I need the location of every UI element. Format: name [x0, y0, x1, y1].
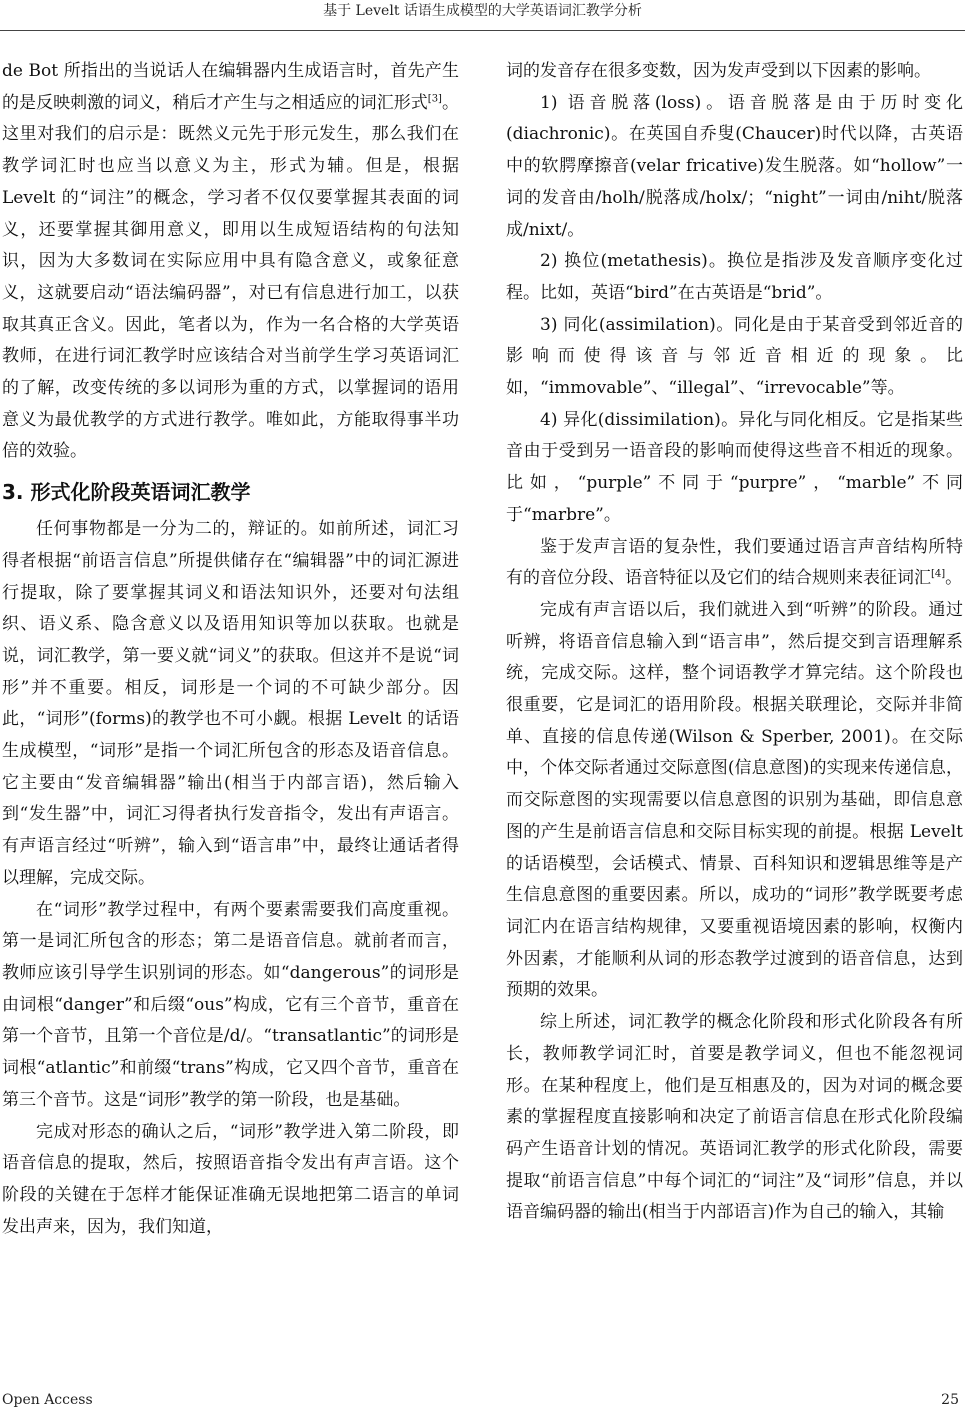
paragraph: 词的发音存在很多变数，因为发声受到以下因素的影响。 [506, 61, 931, 81]
list-item: 2) 换位(metathesis)。换位是指涉及发音顺序变化过程。比如，英语“bird”在古英语是“brid”。 [506, 251, 963, 303]
paragraph: 完成对形态的确认之后，“词形”教学进入第二阶段，即语音信息的提取，然后，按照语音指令发出有声言语。这个阶段的关键在于怎样才能保证准确无误地把第二语言的单词发出声来，因为，我们知道， [2, 1121, 459, 1237]
running-header: 基于 Levelt 话语生成模型的大学英语词汇教学分析 [323, 3, 642, 19]
paragraph-text: de Bot 所指出的当说话人在编辑器内生成语言时，首先产生的是反映刺激的词义，稍后才产生与之相适应的词汇形式 [2, 61, 459, 113]
page-number: 25 [941, 1392, 959, 1408]
paragraph [2, 56, 459, 468]
list-item: 1) 语音脱落(loss)。语音脱落是由于历时变化(diachronic)。在英国自乔叟(Chaucer)时代以降，古英语中的软腭摩擦音(velar fricative)发生脱落。如“hollow”一词的发音由/holh/脱落成/holx/；“night”一词由/niht/脱落成/nixt/。 [506, 92, 963, 240]
header-rule [0, 30, 965, 31]
list-item: 4) 异化(dissimilation)。异化与同化相反。它是指某些音由于受到另一语音段的影响而使得这些音不相近的现象。比如，“purple”不同于“purpre”，“marble”不同于“marbre”。 [506, 409, 963, 525]
paragraph: 完成有声言语以后，我们就进入到“听辨”的阶段。通过听辨，将语音信息输入到“语言串”，然后提交到言语理解系统，完成交际。这样，整个词语教学才算完结。这个阶段也很重要，它是词汇的语用阶段。根据关联理论，交际并非简单、直接的信息传递(Wilson & Sperber, 2001)。在交际中，个体交际者通过交际意图(信息意图)的实现来传递信息，而交际意图的实现需要以信息意图的识别为基础，即信息意图的产生是前语言信息和交际目标实现的前提。根据 Levelt 的话语模型，会话模式、情景、百科知识和逻辑思维等是产生信息意图的重要因素。所以，成功的“词形”教学既要考虑词汇内在语言结构规律，又要重视语境因素的影响，权衡内外因素，才能顺利从词的形态教学过渡到的语音信息，达到预期的效果。 [506, 599, 963, 1001]
citation-ref: [3] [427, 93, 442, 105]
section-heading: 3. 形式化阶段英语词汇教学 [2, 480, 251, 505]
paragraph [506, 532, 963, 595]
footer-open-access: Open Access [2, 1392, 93, 1408]
paragraph: 在“词形”教学过程中，有两个要素需要我们高度重视。第一是词汇所包含的形态；第二是语音信息。就前者而言，教师应该引导学生识别词的形态。如“dangerous”的词形是由词根“danger”和后缀“ous”构成，它有三个音节，重音在第一个音节，且第一个音位是/d/。“transatlantic”的词形是词根“atlantic”和前缀“trans”构成，它又四个音节，重音在第三个音节。这是“词形”教学的第一阶段，也是基础。 [2, 899, 459, 1110]
paragraph-text: 。这里对我们的启示是：既然义元先于形元发生，那么我们在教学词汇时也应当以意义为主，形式为辅。但是，根据 Levelt 的“词注”的概念，学习者不仅仅要掌握其表面的词义，还要掌握其御用意义，即用以生成短语结构的句法知识，因为大多数词在实际应用中具有隐含意义，或象征意义，这就要启动“语法编码器”，对已有信息进行加工，以获取其真正含义。因此，笔者以为，作为一名合格的大学英语教师，在进行词汇教学时应该结合对当前学生学习英语词汇的了解，改变传统的多以词形为重的方式，以掌握词的语用意义为最优教学的方式进行教学。唯如此，方能取得事半功倍的效验。 [2, 92, 459, 462]
paragraph: 综上所述，词汇教学的概念化阶段和形式化阶段各有所长，教师教学词汇时，首要是教学词义，但也不能忽视词形。在某种程度上，他们是互相惠及的，因为对词的概念要素的掌握程度直接影响和决定了前语言信息在形式化阶段编码产生语音计划的情况。英语词汇教学的形式化阶段，需要提取“前语言信息”中每个词汇的“词注”及“词形”信息，并以语音编码器的输出(相当于内部语言)作为自己的输入，其输 [506, 1012, 963, 1223]
right-column [506, 56, 963, 1381]
paragraph: 任何事物都是一分为二的，辩证的。如前所述，词汇习得者根据“前语言信息”所提供储存在“编辑器”中的词汇源进行提取，除了要掌握其词义和语法知识外，还要对句法组织、语义系、隐含意义以及语用知识等加以获取。也就是说，词汇教学，第一要义就“词义”的获取。但这并不是说“词形”并不重要。相反，词形是一个词的不可缺少部分。因此，“词形”(forms)的教学也不可小觑。根据 Levelt 的话语生成模型，“词形”是指一个词汇所包含的形态及语音信息。它主要由“发音编辑器”输出(相当于内部言语)，然后输入到“发生器”中，词汇习得者执行发音指令，发出有声语言。有声语言经过“听辨”，输入到“语言串”中，最终让通话者得以理解，完成交际。 [2, 519, 459, 888]
left-column [2, 56, 459, 1381]
list-item: 3) 同化(assimilation)。同化是由于某音受到邻近音的影响而使得该音与邻近音相近的现象。比如，“immovable”、“illegal”、“irrevocable”等。 [506, 314, 963, 399]
citation-ref: [4] [931, 568, 946, 580]
paragraph-text: 鉴于发声言语的复杂性，我们要通过语言声音结构所特有的音位分段、语音特征以及它们的结合规则来表征词汇 [506, 536, 963, 589]
paragraph-text: 。 [945, 568, 963, 589]
